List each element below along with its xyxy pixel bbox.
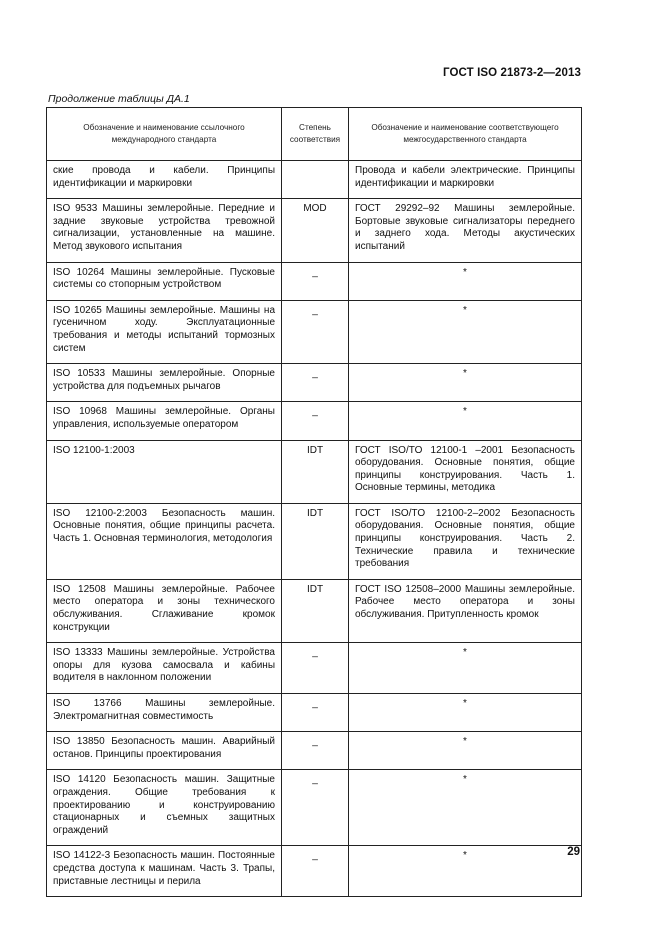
international-standard-cell: ISO 13766 Машины землеройные. Электромагнитная совместимость xyxy=(47,694,282,732)
table-row xyxy=(47,694,582,732)
international-standard-cell: ISO 14120 Безопасность машин. Защитные ограждения. Общие требования к проектированию и конструированию стационарных и съемных защитных ограждений xyxy=(47,770,282,846)
header-degree: Степень соответствия xyxy=(282,108,349,161)
interstate-standard-cell: ГОСТ ISO/TO 12100-1 –2001 Безопасность оборудования. Основные понятия, общие принципы конструирования. Часть 1. Основные термины, методика xyxy=(349,440,582,503)
degree-cell: _ xyxy=(282,300,349,363)
degree-cell: _ xyxy=(282,402,349,440)
table-row xyxy=(47,300,582,363)
interstate-standard-cell: * xyxy=(349,770,582,846)
interstate-standard-cell: * xyxy=(349,732,582,770)
international-standard-cell: ские провода и кабели. Принципы идентификации и маркировки xyxy=(47,161,282,199)
degree-cell: _ xyxy=(282,262,349,300)
header-interstate-standard: Обозначение и наименование соответствующего межгосударственного стандарта xyxy=(349,108,582,161)
international-standard-cell: ISO 9533 Машины землеройные. Передние и задние звуковые устройства тревожной сигнализации, установленные на машине. Метод звукового испытания xyxy=(47,199,282,262)
international-standard-cell: ISO 13333 Машины землеройные. Устройства опоры для кузова самосвала и кабины водителя в наклонном положении xyxy=(47,643,282,694)
page-number: 29 xyxy=(567,846,580,858)
degree-cell: _ xyxy=(282,770,349,846)
table-header-row xyxy=(47,108,582,161)
interstate-standard-cell: ГОСТ ISO/TO 12100-2–2002 Безопасность оборудования. Основные понятия, общие принципы конструирования. Часть 2. Технические правила и технические требования xyxy=(349,503,582,579)
table-row xyxy=(47,643,582,694)
international-standard-cell: ISO 10265 Машины землеройные. Машины на гусеничном ходу. Эксплуатационные требования и методы испытаний тормозных систем xyxy=(47,300,282,363)
degree-cell: _ xyxy=(282,694,349,732)
degree-cell: MOD xyxy=(282,199,349,262)
interstate-standard-cell: Провода и кабели электрические. Принципы идентификации и маркировки xyxy=(349,161,582,199)
table-row xyxy=(47,846,582,897)
international-standard-cell: ISO 12508 Машины землеройные. Рабочее место оператора и зоны технического обслуживания. Сглаживание кромок конструкции xyxy=(47,579,282,642)
interstate-standard-cell: * xyxy=(349,262,582,300)
table-caption: Продолжение таблицы ДА.1 xyxy=(48,93,190,105)
degree-cell: _ xyxy=(282,643,349,694)
degree-cell xyxy=(282,161,349,199)
interstate-standard-cell: ГОСТ 29292–92 Машины землеройные. Бортовые звуковые сигнализаторы переднего и заднего хода. Методы акустических испытаний xyxy=(349,199,582,262)
table-row xyxy=(47,579,582,642)
table-row xyxy=(47,440,582,503)
table-row xyxy=(47,364,582,402)
degree-cell: _ xyxy=(282,846,349,897)
interstate-standard-cell: * xyxy=(349,846,582,897)
table-row xyxy=(47,503,582,579)
international-standard-cell: ISO 14122-3 Безопасность машин. Постоянные средства доступа к машинам. Часть 3. Трапы, приставные лестницы и перила xyxy=(47,846,282,897)
interstate-standard-cell: * xyxy=(349,643,582,694)
degree-cell: _ xyxy=(282,732,349,770)
international-standard-cell: ISO 12100-2:2003 Безопасность машин. Основные понятия, общие принципы расчета. Часть 1. Основная терминология, методология xyxy=(47,503,282,579)
international-standard-cell: ISO 10533 Машины землеройные. Опорные устройства для подъемных рычагов xyxy=(47,364,282,402)
table-row xyxy=(47,161,582,199)
international-standard-cell: ISO 12100-1:2003 xyxy=(47,440,282,503)
table-row xyxy=(47,262,582,300)
degree-cell: IDT xyxy=(282,503,349,579)
interstate-standard-cell: * xyxy=(349,402,582,440)
interstate-standard-cell: * xyxy=(349,364,582,402)
degree-cell: IDT xyxy=(282,440,349,503)
interstate-standard-cell: * xyxy=(349,694,582,732)
document-code: ГОСТ ISO 21873-2—2013 xyxy=(443,67,581,79)
header-international-standard: Обозначение и наименование ссылочного международного стандарта xyxy=(47,108,282,161)
interstate-standard-cell: * xyxy=(349,300,582,363)
correspondence-table xyxy=(46,107,582,897)
table-row xyxy=(47,402,582,440)
table-row xyxy=(47,199,582,262)
degree-cell: IDT xyxy=(282,579,349,642)
interstate-standard-cell: ГОСТ ISO 12508–2000 Машины землеройные. Рабочее место оператора и зоны обслуживания. Притупленность кромок xyxy=(349,579,582,642)
international-standard-cell: ISO 13850 Безопасность машин. Аварийный останов. Принципы проектирования xyxy=(47,732,282,770)
degree-cell: _ xyxy=(282,364,349,402)
international-standard-cell: ISO 10968 Машины землеройные. Органы управления, используемые оператором xyxy=(47,402,282,440)
table-row xyxy=(47,732,582,770)
international-standard-cell: ISO 10264 Машины землеройные. Пусковые системы со стопорным устройством xyxy=(47,262,282,300)
table-row xyxy=(47,770,582,846)
